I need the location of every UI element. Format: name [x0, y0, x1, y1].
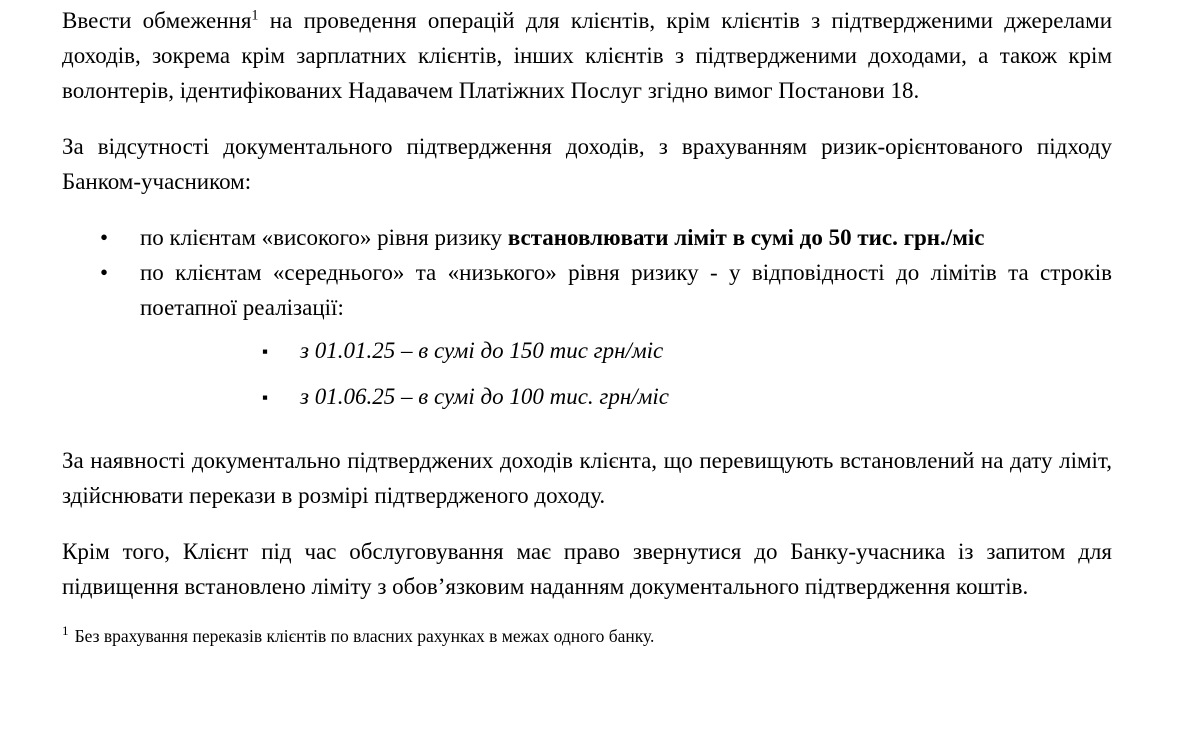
- list-item-high-risk: [62, 220, 1112, 255]
- list-item-text-normal: по клієнтам «високого» рівня ризику: [140, 225, 508, 250]
- sub-list-item-limit-jun: [62, 379, 1112, 417]
- list-item-text: [140, 220, 1112, 255]
- paragraph-limit-increase-request: Крім того, Клієнт під час обслуговування має право звернутися до Банку-учасника із запитом для підвищення встановлено ліміту з обов’язковим наданням документального підтвердження коштів.: [62, 539, 1112, 599]
- paragraph-restrictions-intro: [62, 3, 1112, 108]
- sub-list-item-text: з 01.06.25 – в сумі до 100 тис. грн/міс: [300, 384, 669, 409]
- bullet-icon: •: [100, 260, 109, 285]
- paragraph-documented-income: За наявності документально підтверджених доходів клієнта, що перевищують встановлений на дату ліміт, здійснювати перекази в розмірі підтвердженого доходу.: [62, 448, 1112, 508]
- sub-list-item-text: з 01.01.25 – в сумі до 150 тис грн/міс: [300, 338, 664, 363]
- list-item-text: по клієнтам «середнього» та «низького» рівня ризику - у відповідності до лімітів та строків поетапної реалізації:: [140, 260, 1112, 320]
- paragraph-text: на проведення операцій для клієнтів, крім клієнтів з підтвердженими джерелами доходів, зокрема крім зарплатних клієнтів, інших клієнтів з підтвердженими доходами, а також крім волонтерів, ідентифікованих Надавачем Платіжних Послуг згідно вимог Постанови 18.: [62, 8, 1113, 103]
- sub-list-item-limit-jan: [62, 333, 1112, 371]
- list-item-medium-low-risk: [62, 255, 1112, 325]
- square-bullet-icon: ▪: [262, 342, 269, 361]
- square-bullet-icon: ▪: [262, 388, 269, 407]
- footnote-reference-mark: 1: [251, 7, 259, 24]
- paragraph-no-documented-income: За відсутності документального підтвердження доходів, з врахуванням ризик-орієнтованого підходу Банком-учасником:: [62, 134, 1112, 194]
- list-item-text-bold-limit: встановлювати ліміт в сумі до 50 тис. грн./міс: [507, 225, 985, 250]
- footnote-number: 1: [62, 623, 69, 639]
- bullet-icon: •: [100, 225, 109, 250]
- footnote: [62, 625, 1112, 647]
- risk-level-bullet-list: [62, 220, 1112, 417]
- footnote-text: Без врахування переказів клієнтів по власних рахунках в межах одного банку.: [74, 626, 655, 646]
- paragraph-text: Ввести обмеження: [62, 8, 252, 33]
